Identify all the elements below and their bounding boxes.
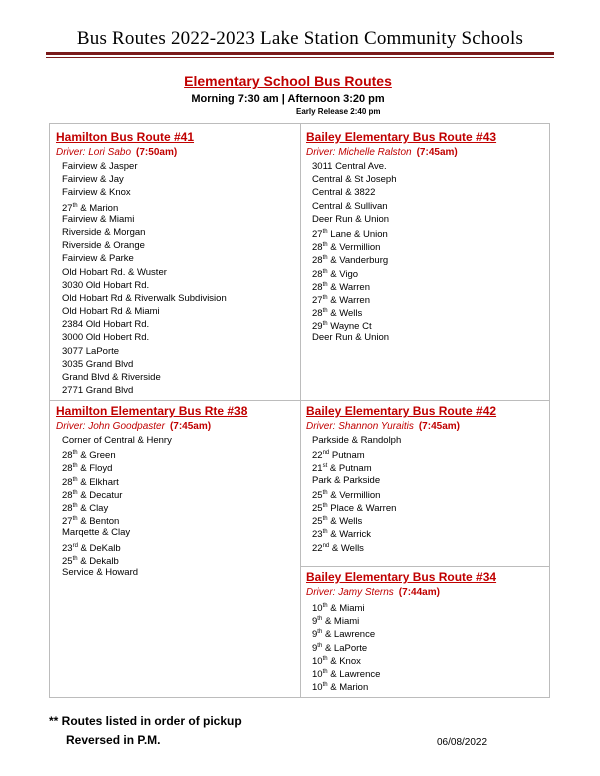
stop-item: Fairview & Jasper: [62, 161, 138, 172]
stop-item: 28th & Elkhart: [62, 476, 119, 488]
route-bailey-34: [306, 569, 496, 692]
stop-item: Park & Parkside: [312, 474, 381, 486]
stop-item: Fairview & Jay: [62, 174, 124, 186]
stop-item: 22nd & Wells: [312, 542, 364, 554]
stop-item: 10th & Miami: [312, 603, 365, 615]
stop-list: [56, 434, 247, 579]
table-divider-vertical: [300, 123, 301, 698]
title-rule-thick: [46, 52, 554, 55]
title-rule-thin: [46, 57, 554, 58]
stop-item: 2384 Old Hobart Rd.: [62, 319, 150, 331]
stop-item: 28th & Decatur: [62, 489, 123, 501]
stop-item: 25th & Wells: [312, 516, 363, 528]
stop-list: [306, 160, 496, 345]
stop-item: Riverside & Orange: [62, 240, 145, 252]
stop-item: Old Hobart Rd & Miami: [62, 306, 160, 318]
stop-item: 3077 LaPorte: [62, 345, 120, 357]
stop-item: 28th & Vermillion: [312, 242, 381, 254]
route-hamilton-38: [56, 403, 247, 579]
stop-item: 9th & Lawrence: [312, 629, 376, 641]
route-driver: Driver: Michelle Ralston (7:45am): [306, 147, 458, 158]
route-bailey-42: [306, 403, 496, 553]
stop-item: 9th & Miami: [312, 616, 360, 628]
early-release: Early Release 2:40 pm: [296, 107, 381, 116]
route-hamilton-41: [56, 129, 227, 397]
stop-item: Service & Howard: [62, 566, 139, 578]
stop-list: [56, 160, 227, 397]
stop-item: 29th Wayne Ct: [312, 321, 372, 333]
stop-list: [306, 434, 496, 553]
stop-item: 3035 Grand Blvd: [62, 358, 134, 370]
stop-item: 28th & Vanderburg: [312, 255, 389, 267]
stop-item: Grand Blvd & Riverside: [62, 372, 161, 383]
table-divider-right-lower: [300, 566, 550, 567]
stop-item: 28th & Wells: [312, 308, 363, 320]
stop-item: Marqette & Clay: [62, 527, 131, 539]
stop-item: 27th Lane & Union: [312, 228, 388, 241]
route-title: Bailey Elementary Bus Route #34: [306, 570, 497, 584]
route-title: Hamilton Elementary Bus Rte #38: [56, 404, 248, 418]
stop-item: 27th & Benton: [62, 516, 120, 528]
reversed-note: Reversed in P.M.: [66, 733, 161, 747]
stop-item: 25th & Dekalb: [62, 555, 119, 567]
stop-item: 2771 Grand Blvd: [62, 385, 134, 397]
stop-item: 28th & Vigo: [312, 268, 359, 280]
stop-item: 3030 Old Hobart Rd.: [62, 279, 150, 291]
stop-item: 10th & Marion: [312, 682, 369, 694]
stop-item: 3011 Central Ave.: [312, 161, 387, 172]
document-title: Bus Routes 2022-2023 Lake Station Community Schools: [76, 28, 524, 49]
stop-item: Fairview & Parke: [62, 253, 134, 265]
stop-item: 27th & Marion: [62, 202, 119, 214]
school-times: Morning 7:30 am | Afternoon 3:20 pm: [191, 93, 385, 105]
stop-item: Central & Sullivan: [312, 200, 388, 212]
pickup-order-note: ** Routes listed in order of pickup: [49, 714, 242, 728]
stop-list: [306, 600, 496, 692]
stop-item: Deer Run & Union: [312, 213, 390, 225]
stop-item: 28th & Clay: [62, 502, 109, 515]
stop-item: 9th & LaPorte: [312, 642, 368, 654]
route-driver: Driver: John Goodpaster (7:45am): [56, 421, 212, 432]
stop-item: 10th & Lawrence: [312, 668, 381, 681]
route-title: Bailey Elementary Bus Route #43: [306, 130, 497, 144]
table-divider-left: [49, 400, 301, 401]
stop-item: Parkside & Randolph: [312, 435, 402, 446]
route-title: Bailey Elementary Bus Route #42: [306, 404, 497, 418]
stop-item: 25th & Vermillion: [312, 489, 381, 501]
stop-item: 23rd & DeKalb: [62, 542, 121, 554]
stop-item: Deer Run & Union: [312, 332, 390, 344]
route-title: Hamilton Bus Route #41: [56, 130, 195, 144]
stop-item: Old Hobart Rd & Riverwalk Subdivision: [62, 292, 227, 304]
stop-item: 28th & Green: [62, 450, 116, 462]
stop-item: Old Hobart Rd. & Wuster: [62, 266, 167, 278]
route-driver: Driver: Lori Sabo (7:50am): [56, 147, 178, 158]
stop-item: Central & 3822: [312, 187, 376, 199]
route-bailey-43: [306, 129, 496, 345]
stop-item: 10th & Knox: [312, 655, 361, 667]
stop-item: 28th & Warren: [312, 281, 371, 293]
document-date: 06/08/2022: [437, 737, 488, 748]
stop-item: 22nd Putnam: [312, 450, 365, 462]
stop-item: Fairview & Miami: [62, 213, 135, 225]
stop-item: Central & St Joseph: [312, 174, 397, 186]
section-title: Elementary School Bus Routes: [184, 73, 392, 89]
table-divider-right: [300, 400, 550, 401]
stop-item: 25th Place & Warren: [312, 502, 397, 515]
route-driver: Driver: Shannon Yuraitis (7:45am): [306, 421, 460, 432]
stop-item: 21st & Putnam: [312, 463, 372, 475]
stop-item: 3000 Old Hobert Rd.: [62, 332, 150, 344]
stop-item: 23th & Warrick: [312, 529, 372, 541]
stop-item: 28th & Floyd: [62, 463, 113, 475]
route-driver: Driver: Jamy Sterns (7:44am): [306, 587, 440, 598]
stop-item: Corner of Central & Henry: [62, 435, 172, 446]
stop-item: Riverside & Morgan: [62, 226, 146, 238]
stop-item: Fairview & Knox: [62, 187, 131, 199]
stop-item: 27th & Warren: [312, 294, 371, 307]
